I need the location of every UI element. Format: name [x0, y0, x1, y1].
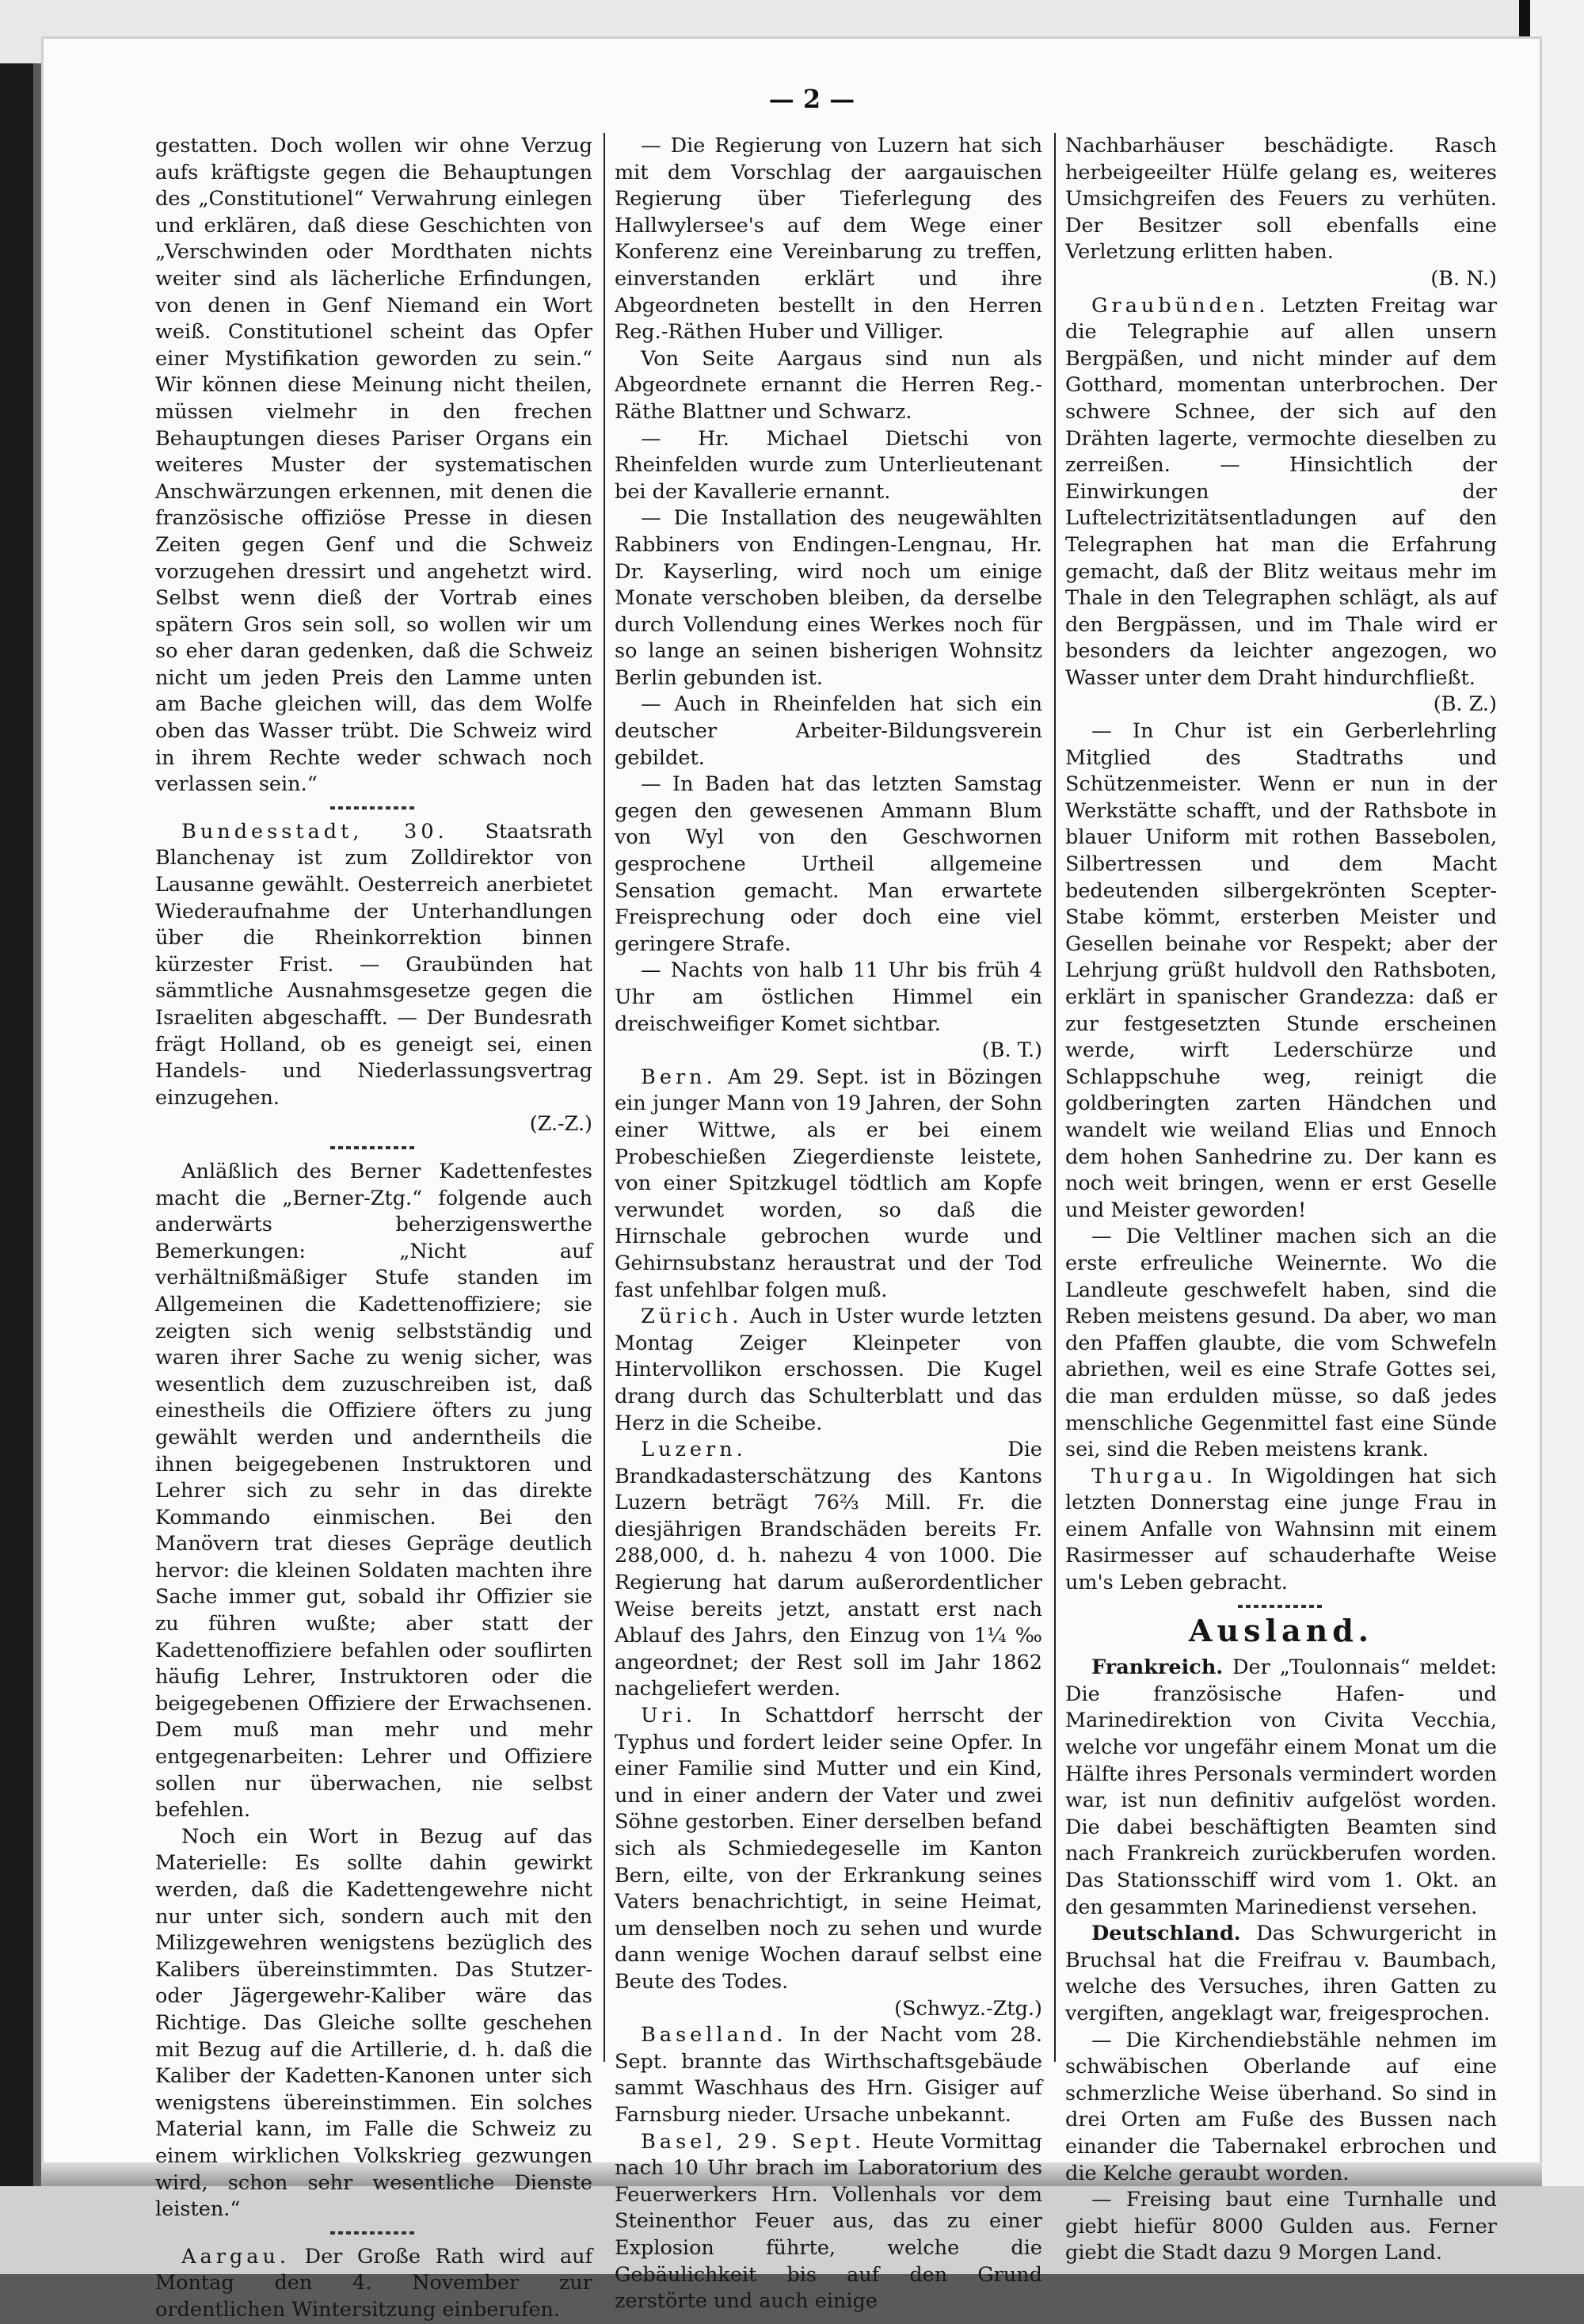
separator	[330, 806, 417, 810]
column-1	[155, 133, 593, 2322]
article-text: Der Große Rath wird auf Montag den 4. November zur ordentlichen Wintersitzung einberufen.	[155, 2244, 593, 2322]
article-bundesstadt	[155, 819, 592, 1138]
article-dietschi: — Hr. Michael Dietschi von Rheinfelden wurde zum Unterlieutenant bei der Kavallerie ernannt.	[615, 426, 1042, 504]
column-3	[1065, 133, 1498, 2265]
article-baden: — In Baden hat das letzten Samstag gegen den gewesenen Ammann Blum von Wyl von den Geschwornen gesprochene Urtheil allgemeine Sensation gemacht. Man erwartete Freisprechung oder doch eine viel geringere Strafe.	[615, 772, 1042, 956]
dateline: Zürich.	[641, 1305, 743, 1329]
article-text: Am 29. Sept. ist in Bözingen ein junger Mann von 19 Jahren, der Sohn einer Wittwe, als er bei einem Probeschießen Ziegerdienste leistete, von einer Spitzkugel tödtlich am Kopfe verwundet worden, so daß die Hirnschale gebrochen wurde und Gehirnsubstanz heraustrat und der Tod fast unfehlbar folgen muß.	[615, 1065, 1042, 1302]
article-aargau	[155, 2244, 592, 2324]
dateline: Graubünden.	[1091, 293, 1270, 318]
article-text: In der Nacht vom 28. Sept. brannte das Wirthschaftsgebäude sammt Waschhaus des Hrn. Gisiger auf Farnsburg nieder. Ursache unbekannt.	[615, 2023, 1042, 2127]
source-signature: (B. T.)	[981, 1038, 1042, 1063]
article-text: Das Schwurgericht in Bruchsal hat die Freifrau v. Baumbach, welche des Versuches, ihren Gatten zu vergiften, angeklagt war, freigesprochen.	[1065, 1922, 1497, 2025]
article-continuation: gestatten. Doch wollen wir ohne Verzug aufs kräftigste gegen die Behauptungen des „Constitutionel“ Verwahrung einlegen und erklären, daß diese Geschichten von „Verschwinden oder Mordthaten nichts weiter sind als lächerliche Erfindungen, von denen in Genf Niemand ein Wort weiß. Constitutionel scheint das Opfer einer Mystifikation geworden zu sein.“ Wir können diese Meinung nicht theilen, müssen vielmehr in den frechen Behauptungen dieses Pariser Organs ein weiteres Muster der systematischen Anschwärzungen erkennen, mit denen die französische offiziöse Presse in diesen Zeiten gegen Genf und die Schweiz vorzugehen dressirt und angehetzt wird. Selbst wenn dieß der Vortrab eines spätern Gros sein soll, so wollen wir um so eher daran gedenken, daß die Schweiz nicht um jeden Preis den Lamme unten am Bache gleichen will, das dem Wolfe oben das Wasser trübt. Die Schweiz wird in ihrem Rechte weder schwach noch verlassen sein.“	[155, 134, 592, 797]
scan-book-edge	[0, 63, 33, 2202]
page-number: — 2 —	[768, 84, 855, 114]
article-text: Die Brandkadasterschätzung des Kantons Luzern beträgt 76⅔ Mill. Fr. die diesjährigen Brandschäden bereits Fr. 288,000, d. h. nahezu 4 von 1000. Die Regierung hat darum außerordentlicher Weise bereits jetzt, anstatt erst nach Ablauf des Jahrs, den Einzug von 1¼ ‰ angeordnet; der Rest soll im Jahr 1862 nachgeliefert werden.	[615, 1438, 1042, 1701]
article-aargau-abgeordnete: Von Seite Aargaus sind nun als Abgeordnete ernannt die Herren Reg.-Räthe Blattner und Schwarz.	[615, 346, 1042, 424]
article-basel-continuation	[1065, 133, 1497, 293]
article-text: In Wigoldingen hat sich letzten Donnerstag eine junge Frau in einem Anfalle von Wahnsinn mit einem Rasirmesser auf schauderhafte Weise um's Leben gebracht.	[1065, 1464, 1498, 1595]
dateline: Baselland.	[641, 2023, 787, 2048]
dateline: Luzern.	[641, 1438, 747, 1462]
article-graubuenden	[1065, 293, 1497, 719]
article-uri	[615, 1703, 1042, 2022]
dateline: Deutschland.	[1091, 1922, 1241, 1946]
article-chur: — In Chur ist ein Gerberlehrling Mitglied des Stadtraths und Schützenmeister. Wenn er nun in der Werkstätte schafft, und der Rathsbote in blauer Uniform mit rothen Bassebolen, Silbertressen und dem Macht bedeutenden silbergekrönten Scepter-Stabe kömmt, ersterben Meister und Gesellen beinahe vor Respekt; aber der Lehrjung grüßt huldvoll den Rathsboten, erklärt in spanischer Grandezza: daß er zur festgesetzten Stunde erscheinen werde, wirft Lederschürze und Schlappschuhe weg, reinigt die goldberingten zarten Händchen und wandelt wie weiland Elias und Ennoch dem hohen Sanhedrine zu. Der kann es noch weit bringen, wenn er erst Geselle und Meister geworden!	[1065, 719, 1497, 1222]
article-rabbiner: — Die Installation des neugewählten Rabbiners von Endingen-Lengnau, Hr. Dr. Kayserling, wird noch um einige Monate verschoben bleiben, da derselbe durch Vollendung eines Werkes noch für so lange an seinen bisherigen Wohnsitz Berlin gebunden ist.	[615, 506, 1042, 690]
article-text: Der „Toulonnais“ meldet: Die französische Hafen- und Marinedirektion von Civita Vecchia, welche vor ungefähr einem Monat um die Hälfte ihres Personals vermindert worden war, ist nun definitiv aufgelöst worden. Die dabei beschäftigten Beamten sind nach Frankreich zurückberufen worden. Das Stationsschiff wird vom 1. Okt. an den gesammten Marinedienst versehen.	[1065, 1655, 1497, 1919]
article-frankreich	[1065, 1655, 1497, 1921]
source-signature: (B. N.)	[1430, 266, 1497, 291]
dateline: Aargau.	[181, 2244, 291, 2269]
article-luzern	[615, 1437, 1042, 1703]
separator	[330, 2231, 417, 2234]
dateline: Bern.	[641, 1065, 717, 1089]
article-kirchendiebstaehle: — Die Kirchendiebstähle nehmen im schwäbischen Oberlande auf eine schmerzliche Weise überhand. So sind in drei Orten am Fuße des Bussen nach einander die Tabernakel erbrochen und die Kelche geraubt worden.	[1065, 2028, 1497, 2185]
dateline: Thurgau.	[1091, 1464, 1217, 1488]
separator	[330, 1146, 417, 1149]
article-basel	[615, 2129, 1042, 2315]
article-baselland	[615, 2022, 1042, 2128]
column-2	[615, 133, 1043, 2314]
article-luzern-regierung: — Die Regierung von Luzern hat sich mit dem Vorschlag der aargauischen Regierung über Tieferlegung des Hallwylersee's auf dem Wege einer Konferenz eine Vereinbarung zu treffen, einverstanden erklärt und ihre Abgeordneten bestellt in den Herren Reg.-Räthen Huber und Villiger.	[615, 134, 1042, 345]
article-rheinfelden: — Auch in Rheinfelden hat sich ein deutscher Arbeiter-Bildungsverein gebildet.	[615, 692, 1042, 770]
article-text: Heute Vormittag nach 10 Uhr brach im Laboratorium des Feuerwerkers Hrn. Vollenhals vor dem Steinenthor Feuer aus, das zu einer Explosion führte, welche die Gebäulichkeit bis auf den Grund zerstörte und auch einige	[615, 2129, 1042, 2314]
article-text: Staatsrath Blanchenay ist zum Zolldirektor von Lausanne gewählt. Oesterreich anerbietet Wiederaufnahme der Unterhandlungen über die Rheinkorrektion binnen kürzester Frist. — Graubünden hat sämmtliche Ausnahmsgesetze gegen die Israeliten abgeschafft. — Der Bundesrath frägt Holland, ob es geneigt sei, einen Handels- und Niederlassungsvertrag einzugehen.	[155, 819, 592, 1110]
dateline: Frankreich.	[1091, 1655, 1224, 1680]
article-materielle: Noch ein Wort in Bezug auf das Materielle: Es sollte dahin gewirkt werden, daß die Kadettengewehre nicht nur unter sich, sondern auch mit den Milizgewehren wenigstens bezüglich des Kalibers übereinstimmten. Das Stutzer- oder Jägergewehr-Kaliber wäre das Richtige. Das Gleiche sollte geschehen mit Bezug auf die Artillerie, d. h. daß die Kaliber der Kadetten-Kanonen unter sich wenigstens übereinstimmen. Ein solches Material kann, im Falle die Schweiz zu einem wirklichen Volkskrieg gezwungen wird, schon sehr wesentliche Dienste leisten.“	[155, 1824, 592, 2222]
article-veltliner: — Die Veltliner machen sich an die erste erfreuliche Weinernte. Wo die Landleute geschwefelt haben, sind die Reben meistens gesund. Da aber, wo man den Pfaffen glaubte, die vom Schwefeln abriethen, weil es eine Strafe Gottes sei, die man erdulden müsse, so daß jedes menschliche Gegenmittel fast eine Sünde sei, sind die Reben meistens krank.	[1065, 1225, 1497, 1462]
dateline: Uri.	[641, 1704, 697, 1728]
section-heading-ausland: Ausland.	[1189, 1612, 1373, 1648]
article-text: Letzten Freitag war die Telegraphie auf allen unsern Bergpäßen, und nicht minder auf dem Gotthard, momentan unterbrochen. Der schwere Schnee, der sich auf den Drähten lagerte, vermochte dieselben zu zerreißen. — Hinsichtlich der Einwirkungen der Luftelectrizitätsentladungen auf den Telegraphen hat man die Erfahrung gemacht, daß der Blitz weitaus mehr im Thale in den Telegraphen schlägt, als auf den Bergpässen, und im Thale wird er besonders da leichter angezogen, wo Wasser unter dem Draht hindurchfließt.	[1065, 293, 1497, 690]
article-komet	[615, 958, 1042, 1064]
article-text: — Nachts von halb 11 Uhr bis früh 4 Uhr am östlichen Himmel ein dreischweifiger Komet sichtbar.	[615, 958, 1042, 1036]
article-text: In Schattdorf herrscht der Typhus und fordert leider seine Opfer. In einer Familie sind Mutter und ein Kind, und in einer andern der Vater und zwei Söhne gestorben. Einer derselben befand sich als Schmiedegeselle im Kanton Bern, eilte, von der Erkrankung seines Vaters benachrichtigt, in seine Heimat, um denselben noch zu sehen und wurde dann wenige Wochen darauf selbst eine Beute des Todes.	[615, 1704, 1043, 1994]
article-kadettenfest: Anläßlich des Berner Kadettenfestes macht die „Berner-Ztg.“ folgende auch anderwärts beherzigenswerthe Bemerkungen: „Nicht auf verhältnißmäßiger Stufe standen im Allgemeinen die Kadettenoffiziere; sie zeigten sich wenig selbstständig und waren ihrer Sache zu wenig sicher, was wesentlich dem zuzuschreiben ist, daß einestheils die Offiziere öfters zu jung gewählt werden und anderntheils die ihnen beigegebenen Instruktoren und Lehrer sich zu sehr in das direkte Kommando einmischen. Bei den Manövern trat dieses Gepräge deutlich hervor: die kleinen Soldaten machten ihre Sache immer gut, sobald ihr Offizier sie zu führen wußte; aber statt der Kadettenoffiziere befahlen oder souflirten häufig Lehrer, Instruktoren oder die beigegebenen Offiziere der Erwachsenen. Dem muß man mehr und mehr entgegenarbeiten: Lehrer und Offiziere sollen nur überwachen, nie selbst befehlen.	[155, 1159, 592, 1823]
source-signature: (Schwyz.-Ztg.)	[894, 1996, 1042, 2021]
column-rule-1	[604, 133, 605, 2062]
article-zuerich	[615, 1304, 1042, 1437]
article-text: Auch in Uster wurde letzten Montag Zeiger Kleinpeter von Hintervollikon erschossen. Die Kugel drang durch das Schulterblatt und das Herz in die Scheibe.	[615, 1305, 1042, 1435]
separator	[1238, 1605, 1325, 1608]
article-bern	[615, 1065, 1042, 1304]
article-freising: — Freising baut eine Turnhalle und giebt hiefür 8000 Gulden aus. Ferner giebt die Stadt dazu 9 Morgen Land.	[1065, 2188, 1497, 2265]
dateline: Basel, 29. Sept.	[641, 2129, 866, 2154]
article-text: Nachbarhäuser beschädigte. Rasch herbeigeeilter Hülfe gelang es, weiteres Umsichgreifen des Feuers zu verhüten. Der Besitzer soll ebenfalls eine Verletzung erlitten haben.	[1065, 134, 1497, 265]
article-deutschland	[1065, 1921, 1497, 2027]
column-rule-2	[1054, 133, 1056, 2062]
source-signature: (Z.-Z.)	[529, 1112, 592, 1137]
article-thurgau	[1065, 1464, 1497, 1597]
source-signature: (B. Z.)	[1433, 692, 1497, 717]
dateline: Bundesstadt, 30.	[181, 819, 448, 844]
